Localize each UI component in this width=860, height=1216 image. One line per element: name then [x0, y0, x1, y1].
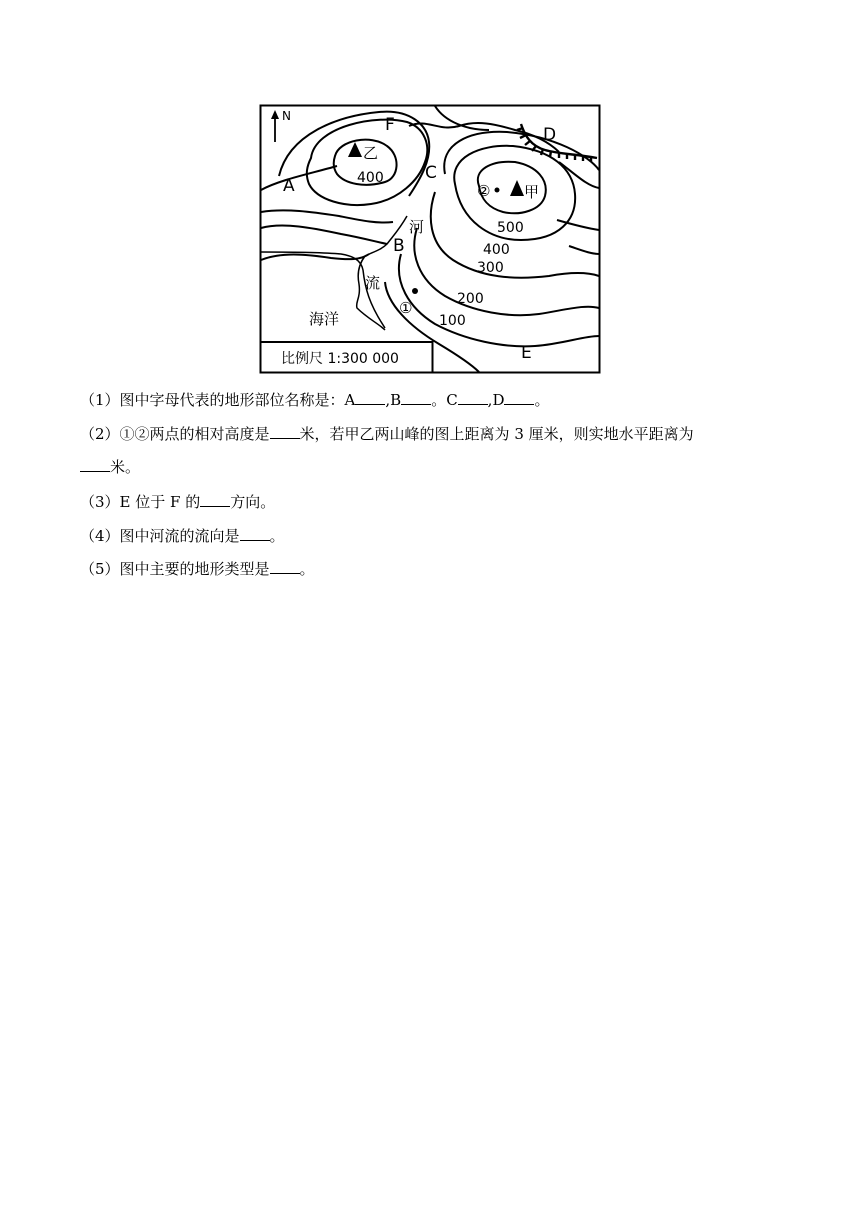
blank-q2-a[interactable]: [270, 424, 300, 439]
contour-right-3: [569, 246, 599, 254]
question-2-cont: 米。: [80, 457, 140, 477]
contour-left-1: [261, 210, 393, 222]
blank-q1-c[interactable]: [458, 390, 488, 405]
point-2-label: ②: [477, 182, 491, 200]
label-f: F: [385, 115, 395, 135]
river-label-liu: 流: [365, 274, 381, 292]
contour-left-2: [261, 226, 387, 244]
contour-map: [259, 104, 601, 374]
peak-jia-icon: [510, 180, 524, 196]
river-label-he: 河: [409, 218, 425, 236]
question-2: （2）①②两点的相对高度是 米，若甲乙两山峰的图上距离为 3 厘米，则实地水平距离为: [80, 425, 694, 443]
contour-label-500: 500: [497, 220, 524, 236]
contour-label-100: 100: [439, 313, 466, 329]
question-3: （3）E 位于 F 的 方向。: [80, 493, 276, 511]
north-arrow-icon: [271, 110, 279, 142]
contour-right-1: [559, 162, 599, 188]
blank-q1-a[interactable]: [355, 390, 385, 405]
peak-yi-label: 乙: [363, 144, 379, 162]
blank-q3[interactable]: [200, 492, 230, 507]
contour-yi-outer: [307, 120, 427, 205]
peak-yi-icon: [348, 142, 362, 157]
contour-label-400-yi: 400: [357, 170, 384, 186]
point-1-dot: [412, 288, 418, 294]
blank-q1-d[interactable]: [504, 390, 534, 405]
scale-label: 比例尺 1:300 000: [281, 351, 399, 367]
contour-a-spur: [261, 166, 337, 190]
contour-right-2: [557, 220, 599, 230]
question-1: （1）图中字母代表的地形部位名称是：A ,B 。C ,D 。: [80, 391, 550, 409]
label-c: C: [425, 163, 437, 183]
label-d: D: [543, 125, 557, 145]
blank-q1-b[interactable]: [401, 390, 431, 405]
question-5: （5）图中主要的地形类型是 。: [80, 560, 315, 578]
point-2-dot: [495, 188, 500, 193]
label-e: E: [521, 343, 532, 363]
blank-q4[interactable]: [240, 526, 270, 541]
contour-label-300: 300: [477, 260, 504, 276]
peak-jia-label: 甲: [524, 183, 540, 201]
point-1-label: ①: [399, 299, 413, 317]
contour-lines: [261, 106, 599, 372]
label-a: A: [283, 176, 295, 196]
contour-label-400-jia: 400: [483, 242, 510, 258]
ocean-label: 海洋: [309, 310, 340, 328]
label-b: B: [393, 236, 405, 256]
north-label: N: [282, 109, 291, 123]
blank-q2-b[interactable]: [80, 457, 110, 472]
blank-q5[interactable]: [270, 559, 300, 574]
contour-label-200: 200: [457, 291, 484, 307]
question-4: （4）图中河流的流向是 。: [80, 527, 285, 545]
